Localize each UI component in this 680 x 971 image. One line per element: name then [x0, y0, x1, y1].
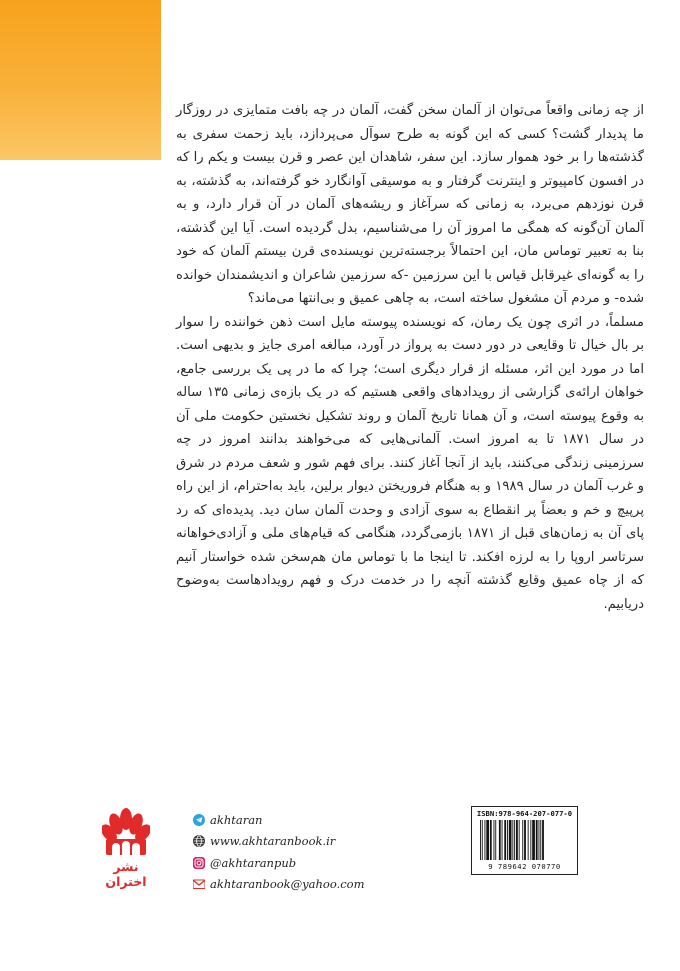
- barcode-bar: [532, 820, 535, 860]
- contact-telegram[interactable]: [193, 810, 433, 829]
- barcode-bar: [494, 820, 495, 860]
- barcode-bar: [539, 820, 540, 860]
- barcode-bar: [495, 820, 496, 860]
- contact-website[interactable]: [193, 832, 433, 851]
- orange-corner-band: [0, 0, 161, 160]
- barcode-bar: [502, 820, 503, 860]
- barcode-bar: [490, 820, 492, 860]
- barcode-bar: [485, 820, 486, 860]
- barcode-bar: [482, 820, 483, 860]
- telegram-icon: [193, 814, 205, 826]
- barcode-bar: [514, 820, 515, 860]
- barcode-bar: [530, 820, 531, 860]
- publisher-contacts: [193, 810, 433, 896]
- publisher-logo: [94, 805, 158, 889]
- barcode-digits: 9 789642 070770: [488, 862, 561, 871]
- barcode-bar: [528, 820, 529, 860]
- barcode-bar: [480, 820, 481, 860]
- publisher-name: نشر اختران: [105, 859, 147, 889]
- barcode-bar: [512, 820, 513, 860]
- globe-icon: [193, 835, 205, 847]
- barcode-bar: [486, 820, 489, 860]
- isbn-barcode: [471, 806, 578, 875]
- barcode-bar: [540, 820, 541, 860]
- contact-text: akhtaran: [210, 812, 263, 827]
- blurb-text: [176, 99, 644, 616]
- barcode-bar: [536, 820, 538, 860]
- stacked-arches-logo-icon: [102, 805, 150, 857]
- barcode-bar: [516, 820, 518, 860]
- blurb-paragraph-1: از چه زمانی واقعاً می‌توان از آلمان سخن گفت، آلمان در چه بافت متمایزی در روزگار ما پدیدار گشت؟ کسی که این گونه به طرح سوآل می‌پردازد، باید زحمت سفری به گذشته‌ها را بر خود هموار سازد. این سفر، شاهدان این عصر و قرن بیست و یکم را که در افسون کامپیوتر و اینترنت گرفتار و به موسیقی آوانگارد خو گرفته‌اند، به گذشته، به قرن نوزدهم می‌برد، به زمانی که سرآغاز و ریشه‌های آلمان در آن قرار دارد، و به آلمان آن‌گونه که همگی ما امروز آن را می‌شناسیم، بدل گردیده است. آیا این گذشته، بنا به تعبیر توماس مان، این احتمالاً برجسته‌ترین نویسنده‌ی قرن بیستم آلمان که خود را به گونه‌ای غیرقابل قیاس با این سرزمین -که سرزمین شاعران و اندیشمندان خوانده شده- و مردم آن مشغول ساخته است، به چاهی عمیق و بی‌انتها می‌ماند؟: [176, 103, 644, 306]
- barcode-bar: [542, 820, 544, 860]
- contact-email[interactable]: [193, 875, 433, 894]
- blurb-paragraph-2: مسلماً، در اثری چون یک رمان، که نویسنده پیوسته مایل است ذهن خواننده را سوار بر بال خیال تا وقایعی در دور دست به پرواز در آورد، مبالغه امری جایز و بدیهی است. اما در مورد این اثر، مسئله از قرار دیگری است؛ چرا که ما در پی یک بررسی جامع، خواهان ارائه‌ی گزارشی از رویدادهای واقعی هستیم که در یک بازه‌ی زمانی ۱۳۵ ساله به وقوع پیوسته است، و آن همانا تاریخ آلمان و روند تشکیل نخستین حکومت ملی آن در سال ۱۸۷۱ تا به امروز است. آلمانی‌هایی که می‌خواهند بدانند امروز در چه سرزمینی زندگی می‌کنند، باید از آنجا آغاز کنند. برای فهم شور و شعف مردم در شرق و غرب آلمان در سال ۱۹۸۹ و به هنگام فروریختن دیوار برلین، باید به‌احترام، از این راه پرپیچ و خم و بعضاً پر انقطاع به سوی آزادی و وحدت آلمان سان دید. پدیده‌ای که رد پای آن به زمان‌های قبل از ۱۸۷۱ بازمی‌گردد، هنگامی که قیام‌های ملی و آزادی‌خواهانه سرتاسر اروپا را به لرزه افکند. تا اینجا ما با توماس مان هم‌سخن شده خواستار آنیم که از چاه عمیق وقایع گذشته آنچه را در خدمت درک و فهم رویدادهاست به‌وضوح دریابیم.: [176, 314, 645, 612]
- barcode-bar: [509, 820, 512, 860]
- barcode-bars: [480, 820, 569, 860]
- barcode-bar: [522, 820, 523, 860]
- instagram-icon: [193, 857, 205, 869]
- isbn-label: ISBN:978-964-207-077-0: [476, 809, 573, 818]
- contact-text: @akhtaranpub: [210, 855, 297, 870]
- contact-instagram[interactable]: [193, 853, 433, 872]
- contact-text: akhtaranbook@yahoo.com: [210, 877, 365, 891]
- barcode-bar: [504, 820, 506, 860]
- contact-text: www.akhtaranbook.ir: [210, 834, 336, 848]
- barcode-bar: [519, 820, 520, 860]
- barcode-bar: [524, 820, 526, 860]
- barcode-bar: [507, 820, 508, 860]
- barcode-bar: [499, 820, 501, 860]
- email-icon: [193, 878, 205, 890]
